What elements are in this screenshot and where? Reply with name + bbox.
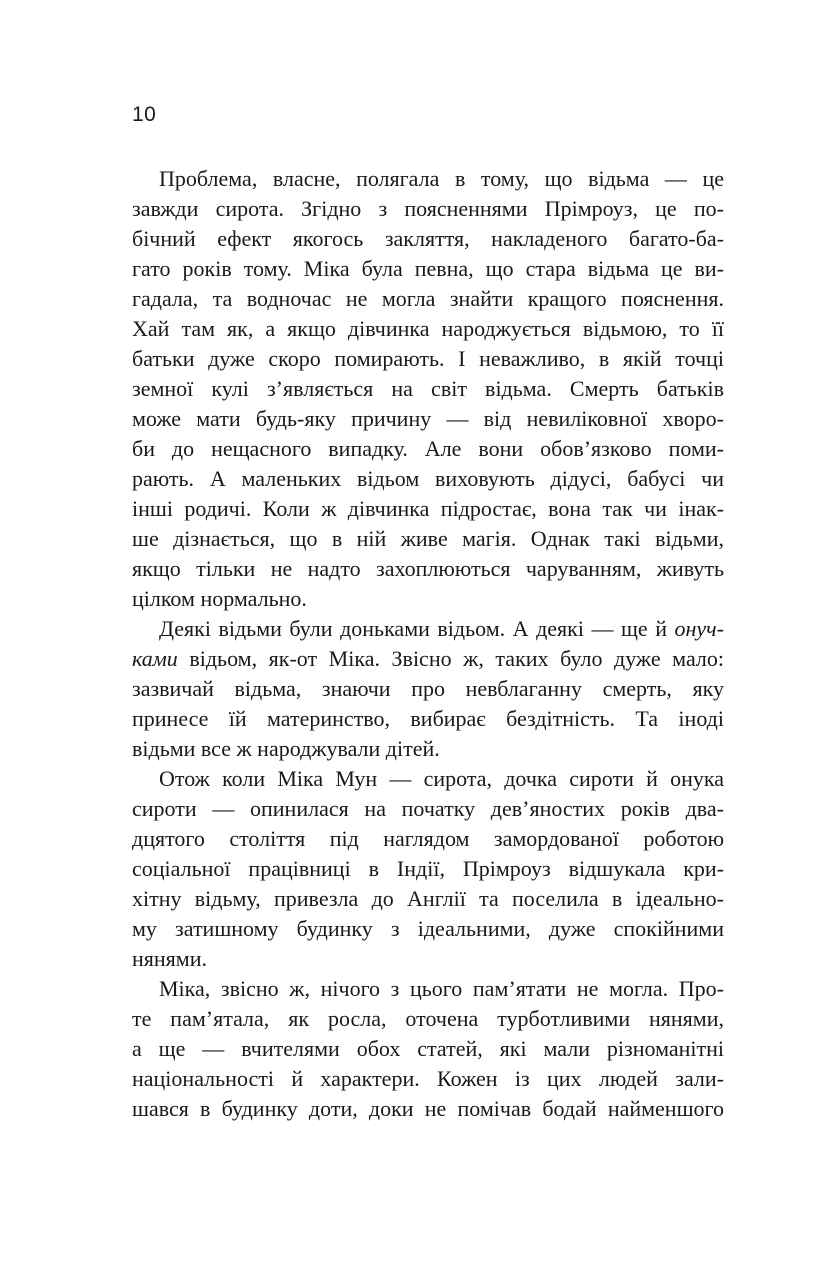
- text-line: [132, 314, 724, 344]
- text-line: [132, 734, 724, 764]
- text-run: цілком нормально.: [132, 586, 307, 611]
- text-run: те пам’ятала, як росла, оточена турботливими нянями,: [132, 1006, 724, 1031]
- text-line: [132, 164, 724, 194]
- text-line: [132, 824, 724, 854]
- text-line: [132, 524, 724, 554]
- text-line: [132, 224, 724, 254]
- text-line: [132, 554, 724, 584]
- text-block: [132, 164, 724, 1124]
- text-run: рають. А маленьких відьом виховують дідусі, бабусі чи: [132, 466, 724, 491]
- text-run: відьми все ж народжували дітей.: [132, 736, 440, 761]
- text-run: хітну відьму, привезла до Англії та поселила в ідеально-: [132, 886, 724, 911]
- text-run: бічний ефект якогось закляття, накладеного багато-ба-: [132, 226, 724, 251]
- text-run: му затишному будинку з ідеальними, дуже спокійними: [132, 916, 724, 941]
- text-line: [132, 974, 724, 1004]
- text-line: [132, 614, 724, 644]
- paragraph: [132, 974, 724, 1124]
- text-line: [132, 404, 724, 434]
- text-line: [132, 494, 724, 524]
- text-line: [132, 284, 724, 314]
- text-line: [132, 644, 724, 674]
- text-line: [132, 1094, 724, 1124]
- text-run: Проблема, власне, полягала в тому, що відьма — це: [159, 166, 724, 191]
- text-line: [132, 344, 724, 374]
- text-run: нянями.: [132, 946, 207, 971]
- text-run: інші родичі. Коли ж дівчинка підростає, вона так чи інак-: [132, 496, 724, 521]
- text-line: [132, 194, 724, 224]
- text-run: Отож коли Міка Мун — сирота, дочка сироти й онука: [159, 766, 724, 791]
- text-run: завжди сирота. Згідно з поясненнями Прімроуз, це по-: [132, 196, 724, 221]
- text-line: [132, 794, 724, 824]
- text-line: [132, 944, 724, 974]
- text-line: [132, 704, 724, 734]
- text-line: [132, 1064, 724, 1094]
- text-run: гадала, та водночас не могла знайти кращого пояснення.: [132, 286, 724, 311]
- text-line: [132, 584, 724, 614]
- text-line: [132, 914, 724, 944]
- text-line: [132, 764, 724, 794]
- text-run: гато років тому. Міка була певна, що стара відьма це ви-: [132, 256, 724, 281]
- text-line: [132, 854, 724, 884]
- text-run: Деякі відьми були доньками відьом. А деякі — ще й: [159, 616, 675, 641]
- text-run: зазвичай відьма, знаючи про невблаганну смерть, яку: [132, 676, 724, 701]
- text-line: [132, 254, 724, 284]
- italic-text-run: ками: [132, 646, 178, 671]
- text-line: [132, 1004, 724, 1034]
- text-run: якщо тільки не надто захоплюються чаруванням, живуть: [132, 556, 724, 581]
- text-line: [132, 1034, 724, 1064]
- text-run: Хай там як, а якщо дівчинка народжується відьмою, то її: [132, 316, 724, 341]
- text-run: батьки дуже скоро помирають. І неважливо, в якій точці: [132, 346, 724, 371]
- text-line: [132, 434, 724, 464]
- text-line: [132, 374, 724, 404]
- text-run: би до нещасного випадку. Але вони обов’язково поми-: [132, 436, 724, 461]
- text-line: [132, 674, 724, 704]
- text-run: сироти — опинилася на початку дев’яностих років два-: [132, 796, 724, 821]
- text-run: земної кулі з’являється на світ відьма. Смерть батьків: [132, 376, 724, 401]
- text-run: Міка, звісно ж, нічого з цього пам’ятати не могла. Про-: [159, 976, 724, 1001]
- paragraph: [132, 764, 724, 974]
- paragraph: [132, 164, 724, 614]
- italic-text-run: онуч-: [674, 616, 724, 641]
- text-run: дцятого століття під наглядом замордованої роботою: [132, 826, 724, 851]
- text-run: може мати будь-яку причину — від невиліковної хворо-: [132, 406, 724, 431]
- text-line: [132, 464, 724, 494]
- text-run: національності й характери. Кожен із цих людей зали-: [132, 1066, 724, 1091]
- page-number: 10: [132, 103, 157, 126]
- text-line: [132, 884, 724, 914]
- text-run: шався в будинку доти, доки не помічав бодай найменшого: [132, 1096, 724, 1121]
- text-run: принесе їй материнство, вибирає бездітність. Та іноді: [132, 706, 724, 731]
- text-run: соціальної працівниці в Індії, Прімроуз відшукала кри-: [132, 856, 724, 881]
- text-run: ше дізнається, що в ній живе магія. Однак такі відьми,: [132, 526, 724, 551]
- text-run: відьом, як-от Міка. Звісно ж, таких було дуже мало:: [177, 646, 724, 671]
- paragraph: [132, 614, 724, 764]
- text-run: а ще — вчителями обох статей, які мали різноманітні: [132, 1036, 724, 1061]
